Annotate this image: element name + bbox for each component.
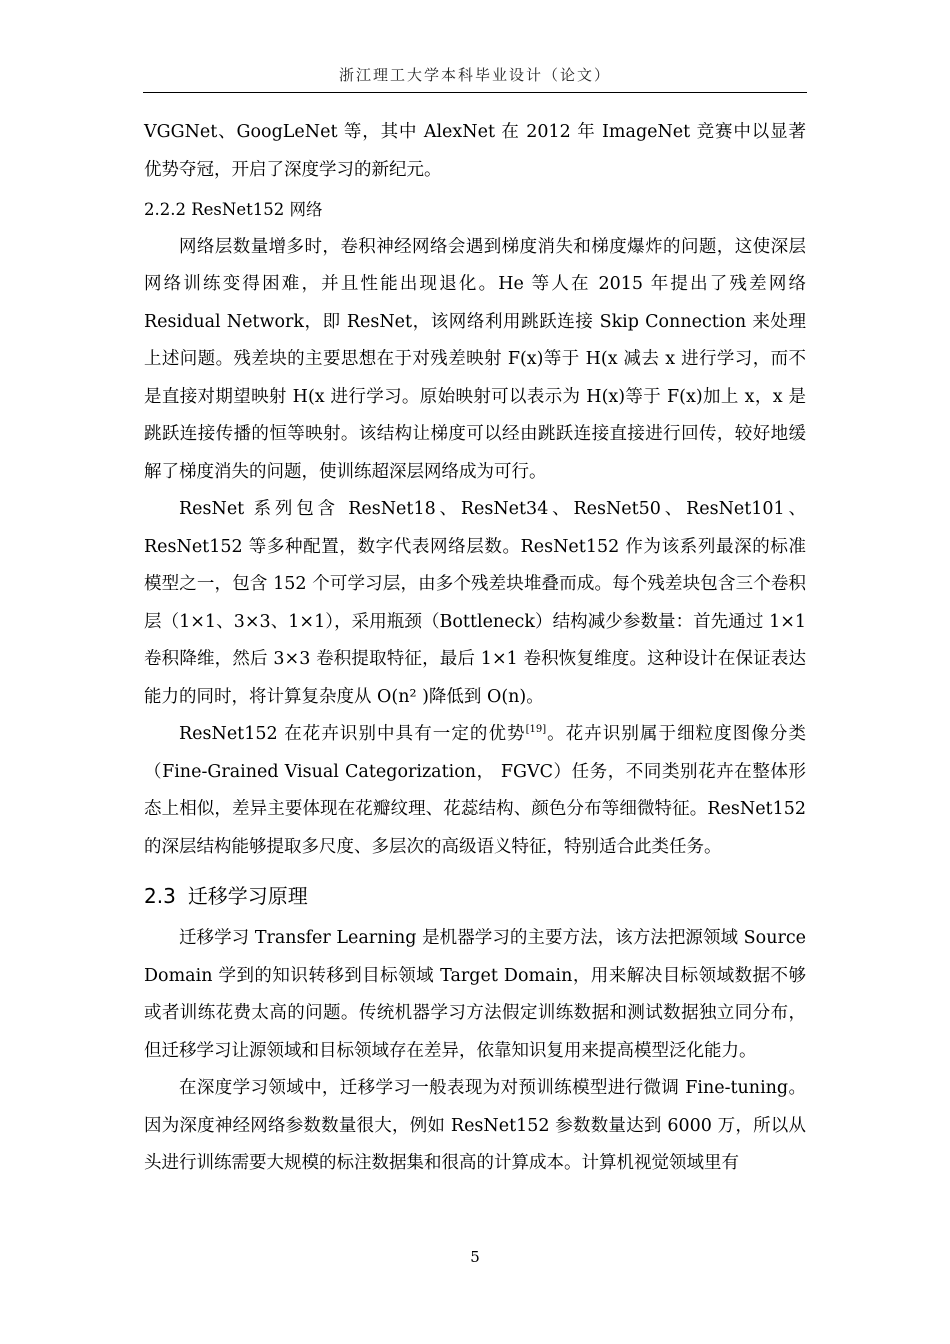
section-heading — [144, 876, 806, 916]
running-header: 浙江理工大学本科毕业设计（论文） — [338, 66, 611, 84]
body-text — [144, 114, 806, 1183]
citation-link[interactable]: [19] — [525, 724, 547, 736]
paragraph-continuation: VGGNet、GoogLeNet 等，其中 AlexNet 在 2012 年 ImageNet 竞赛中以显著优势夺冠，开启了深度学习的新纪元。 — [144, 122, 806, 180]
paragraph-text-after: 。花卉识别属于细粒度图像分类（Fine-Grained Visual Categorization， FGVC）任务，不同类别花卉在整体形态上相似，差异主要体现在花瓣纹理、花蕊结构、颜色分布等细微特征。ResNet152 的深层结构能够提取多尺度、多层次的高级语义特征，特别适合此类任务。 — [144, 724, 806, 857]
subsection-heading: 2.2.2 ResNet152 网络 — [144, 200, 323, 219]
paragraph-text: ResNet152 在花卉识别中具有一定的优势 — [179, 724, 526, 744]
paragraph-resnet-variants: ResNet 系列包含 ResNet18、ResNet34、ResNet50、ResNet101、ResNet152 等多种配置，数字代表网络层数。ResNet152 作为该系列最深的标准模型之一，包含 152 个可学习层，由多个残差块堆叠而成。每个残差块包含三个卷积层（1×1、3×3、1×1），采用瓶颈（Bottleneck）结构减少参数量：首先通过 1×1 卷积降维，然后 3×3 卷积提取特征，最后 1×1 卷积恢复维度。这种设计在保证表达能力的同时，将计算复杂度从 O(n² )降低到 O(n)。 — [144, 499, 806, 707]
section-number: 2.3 — [144, 884, 176, 908]
section-title: 迁移学习原理 — [187, 884, 308, 908]
paragraph-resnet-intro: 网络层数量增多时，卷积神经网络会遇到梯度消失和梯度爆炸的问题，这使深层网络训练变得困难，并且性能出现退化。He 等人在 2015 年提出了残差网络 Residual Network，即 ResNet，该网络利用跳跃连接 Skip Connection 来处理上述问题。残差块的主要思想在于对残差映射 F(x)等于 H(x 减去 x 进行学习，而不是直接对期望映射 H(x 进行学习。原始映射可以表示为 H(x)等于 F(x)加上 x，x 是跳跃连接传播的恒等映射。该结构让梯度可以经由跳跃连接直接进行回传，较好地缓解了梯度消失的问题，使训练超深层网络成为可行。 — [144, 236, 806, 482]
header-rule — [143, 92, 807, 93]
page-number: 5 — [470, 1248, 480, 1266]
paragraph-transfer-learning: 迁移学习 Transfer Learning 是机器学习的主要方法，该方法把源领域 Source Domain 学到的知识转移到目标领域 Target Domain，用来解决目标领域数据不够或者训练花费太高的问题。传统机器学习方法假定训练数据和测试数据独立同分布，但迁移学习让源领域和目标领域存在差异，依靠知识复用来提高模型泛化能力。 — [144, 928, 806, 1061]
paragraph-flower-recognition — [144, 716, 806, 866]
paragraph-fine-tuning: 在深度学习领域中，迁移学习一般表现为对预训练模型进行微调 Fine-tuning。因为深度神经网络参数数量很大，例如 ResNet152 参数数量达到 6000 万，所以从头进行训练需要大规模的标注数据集和很高的计算成本。计算机视觉领域里有 — [144, 1078, 806, 1173]
